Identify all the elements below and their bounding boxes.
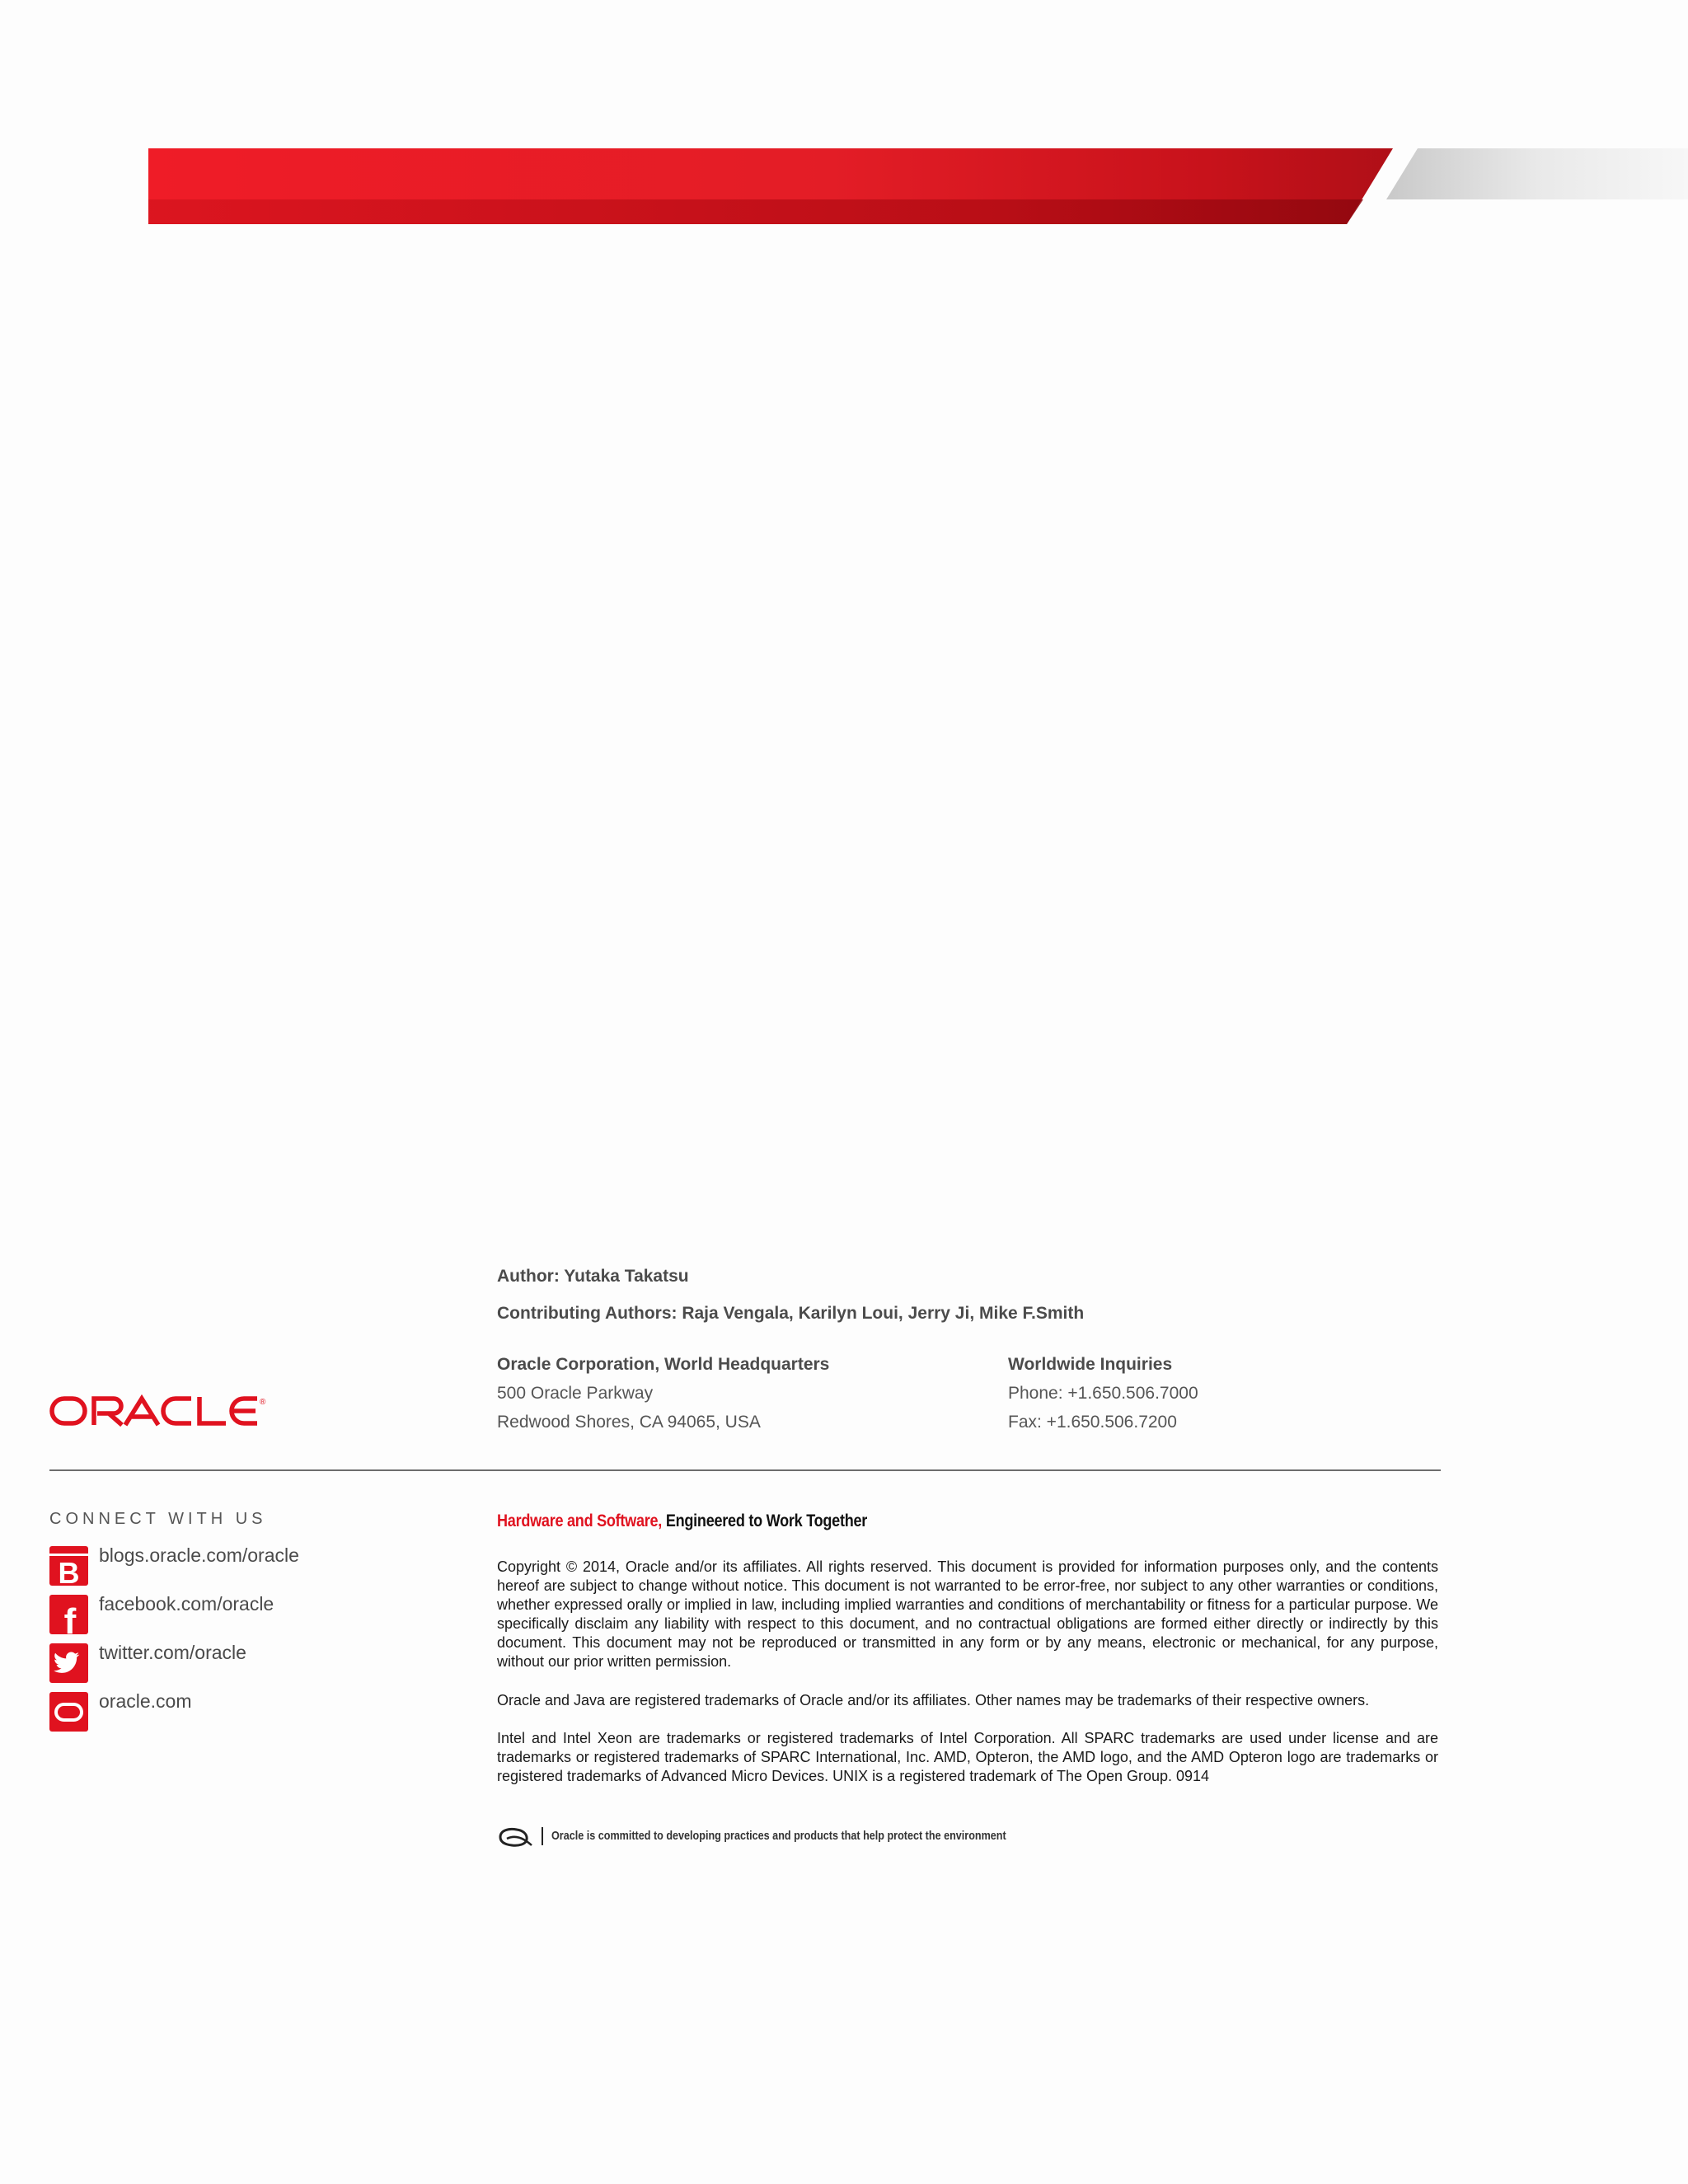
header-grey-banner <box>1386 148 1688 199</box>
inquiries-phone: Phone: +1.650.506.7000 <box>1008 1384 1198 1403</box>
contributing-authors-line: Contributing Authors: Raja Vengala, Karilyn Loui, Jerry Ji, Mike F.Smith <box>497 1304 1085 1323</box>
copyright-paragraph: Copyright © 2014, Oracle and/or its affiliates. All rights reserved. This document is provided for information purposes only, and the contents hereof are subject to change without notice. This document is not warranted to be error-free, nor subject to any other warranties or conditions, whether expressed orally or implied in law, including implied warranties and conditions of merchantability or fitness for a particular purpose. We specifically disclaim any liability with respect to this document, and no contractual obligations are formed either directly or indirectly by this document. This document may not be reproduced or transmitted in any form or by any means, electronic or mechanical, for any purpose, without our prior written permission. <box>497 1558 1438 1670</box>
oracle-icon <box>49 1692 88 1732</box>
inquiries-fax: Fax: +1.650.506.7200 <box>1008 1413 1177 1432</box>
svg-text:f: f <box>63 1601 77 1634</box>
svg-text:B: B <box>58 1556 80 1586</box>
statement-separator <box>542 1827 543 1845</box>
blog-link-label: blogs.oracle.com/oracle <box>99 1544 299 1566</box>
facebook-link-label: facebook.com/oracle <box>99 1593 274 1615</box>
facebook-icon <box>49 1595 88 1634</box>
inquiries-block <box>1008 1350 1198 1436</box>
oracle-logo <box>49 1394 267 1429</box>
trademarks-paragraph-2: Intel and Intel Xeon are trademarks or registered trademarks of Intel Corporation. All SPARC trademarks are used under license and are trademarks or registered trademarks of SPARC International, Inc. AMD, Opteron, the AMD logo, and the AMD Opteron logo are trademarks or registered trademarks of Advanced Micro Devices. UNIX is a registered trademark of The Open Group. 0914 <box>497 1730 1438 1784</box>
twitter-icon <box>49 1643 88 1683</box>
inquiries-heading: Worldwide Inquiries <box>1008 1355 1173 1374</box>
green-leaf-icon <box>497 1825 534 1849</box>
footer-divider <box>49 1469 1441 1471</box>
headquarters-block <box>497 1350 829 1436</box>
twitter-link-label: twitter.com/oracle <box>99 1642 246 1663</box>
header-red-banner <box>148 148 1393 224</box>
tagline-black: Engineered to Work Together <box>662 1511 868 1530</box>
headquarters-street: 500 Oracle Parkway <box>497 1384 654 1403</box>
svg-text:®: ® <box>260 1398 266 1407</box>
headquarters-city: Redwood Shores, CA 94065, USA <box>497 1413 761 1432</box>
environment-text: Oracle is committed to developing practices and products that help protect the environment <box>551 1829 1006 1843</box>
tagline <box>497 1511 867 1531</box>
author-line: Author: Yutaka Takatsu <box>497 1267 689 1286</box>
blog-icon <box>49 1546 88 1586</box>
trademarks-paragraph-1: Oracle and Java are registered trademarks of Oracle and/or its affiliates. Other names may be trademarks of their respective owners. <box>497 1692 1370 1708</box>
tagline-red: Hardware and Software, <box>497 1511 663 1530</box>
headquarters-heading: Oracle Corporation, World Headquarters <box>497 1355 830 1374</box>
oracle-link-label: oracle.com <box>99 1690 192 1712</box>
connect-heading: CONNECT WITH US <box>49 1510 267 1528</box>
